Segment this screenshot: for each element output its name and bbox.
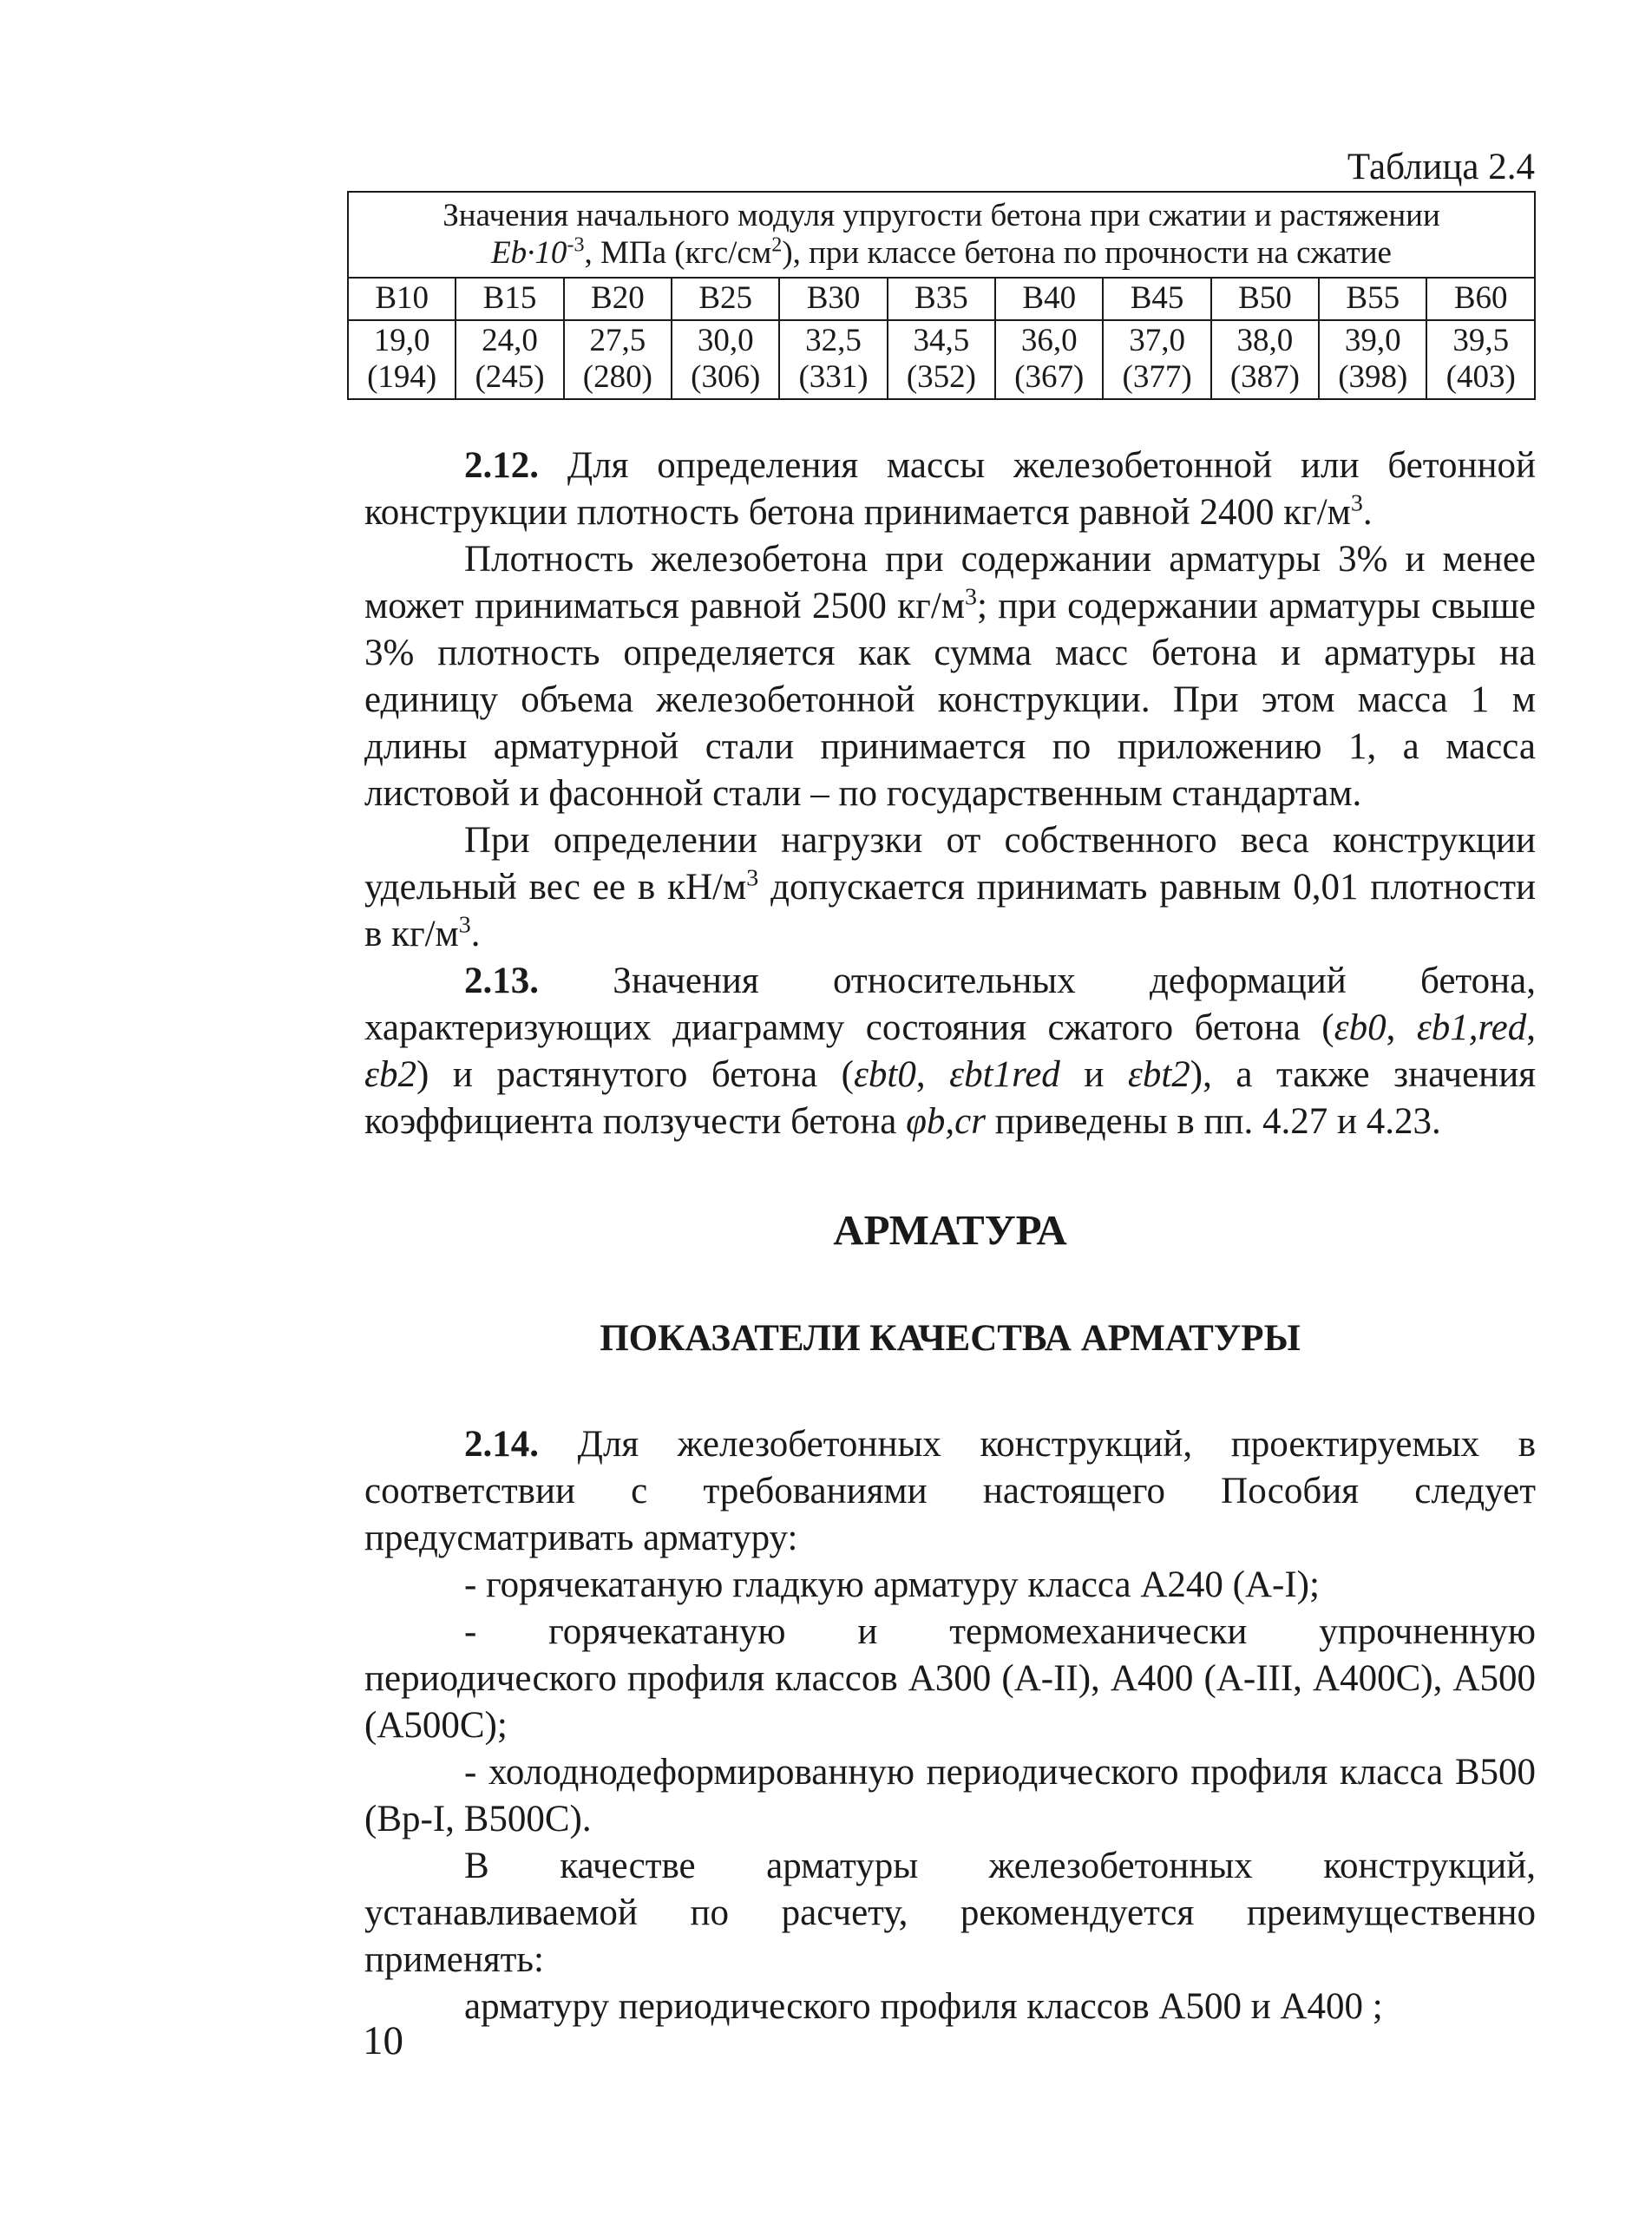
kgf-value: (403) [1446, 359, 1516, 396]
value-cell [564, 320, 672, 399]
class-cell: B50 [1211, 278, 1319, 320]
value-cell [1211, 320, 1319, 399]
value-cell [779, 320, 887, 399]
class-cell: B40 [995, 278, 1103, 320]
value-cell [456, 320, 563, 399]
text: . [1362, 492, 1373, 533]
paragraph-2-14 [364, 1421, 1536, 1562]
exp: -3 [567, 233, 585, 257]
symbol-phi-bcr: φb,cr [906, 1101, 986, 1142]
class-cell: B25 [672, 278, 779, 320]
value-cell [1426, 320, 1535, 399]
mpa-value: 30,0 [697, 322, 754, 358]
exp: 3 [964, 583, 977, 611]
value-cell [672, 320, 779, 399]
text: приведены в пп. 4.27 и 4.23. [985, 1101, 1441, 1142]
exp: 3 [1350, 489, 1363, 517]
clause-number: 2.12. [464, 445, 539, 486]
page-number: 10 [363, 2018, 403, 2063]
table-header-line1: Значения начального модуля упругости бетона при сжатии и растяжении [442, 198, 1440, 233]
concrete-modulus-table [347, 191, 1536, 400]
text: Для определения массы железобетонной или бетонной конструкции плотность бетона принимается равной 2400 кг/м [364, 445, 1537, 533]
kgf-value: (306) [691, 359, 761, 396]
symbol-eps-bt0: εbt0 [853, 1054, 916, 1095]
kgf-value: (387) [1229, 359, 1300, 396]
kgf-value: (331) [798, 359, 869, 396]
class-cell: B20 [564, 278, 672, 320]
text: Плотность железобетона при содержании арматуры 3% и менее может приниматься равной 2500 кг/м [364, 539, 1536, 626]
mpa-value: 34,5 [913, 322, 970, 358]
value-cell [1319, 320, 1426, 399]
paragraph-density [364, 536, 1536, 817]
text: и [1059, 1054, 1128, 1095]
table-caption: Таблица 2.4 [1347, 147, 1535, 187]
mpa-value: 32,5 [805, 322, 862, 358]
exp: 3 [746, 864, 759, 892]
kgf-value: (245) [475, 359, 545, 396]
mpa-value: 39,5 [1452, 322, 1510, 358]
kgf-value: (377) [1122, 359, 1192, 396]
value-cell [348, 320, 456, 399]
symbol-eps-b1red: εb1,red [1416, 1007, 1527, 1048]
kgf-value: (367) [1014, 359, 1085, 396]
table-header-line2 [357, 235, 1525, 272]
symbol-eps-b0: εb0 [1334, 1007, 1386, 1048]
value-cell [1103, 320, 1210, 399]
header-unit: , МПа (кгс/см [584, 234, 772, 271]
text: допускается принимать равным 0,01 плотности в кг/м [364, 867, 1537, 954]
paragraph-2-12 [364, 443, 1536, 536]
kgf-value: (280) [582, 359, 652, 396]
text: Значения относительных деформаций бетона, характеризующих диаграмму состояния сжатого бетона ( [364, 961, 1537, 1048]
mpa-value: 38,0 [1236, 322, 1294, 358]
mpa-value: 39,0 [1344, 322, 1401, 358]
paragraph-2-13: 2.13. Значения относительных деформаций бетона, характеризующих диаграмму состояния сжатого бетона (εb0, εb1,red, εb2) и растянутого бетона (εbt0, εbt1red и εbt2), а также значения коэффициента ползучести бетона φb,cr приведены в пп. 4.27 и 4.23. [364, 961, 1537, 1142]
text: ; при содержании арматуры свыше 3% плотность определяется как сумма масс бетона и арматуры на единицу объема железобетонной конструкции. При этом масса 1 м длины арматурной стали принимается по приложению 1, а масса листовой и фасонной стали – по государственным стандартам. [364, 586, 1536, 814]
class-cell: B30 [779, 278, 887, 320]
symbol-eps-bt2: εbt2 [1127, 1054, 1190, 1095]
class-cell: B45 [1103, 278, 1210, 320]
value-cell [995, 320, 1103, 399]
table-header [348, 192, 1535, 278]
classes-row [348, 278, 1535, 320]
text: . [470, 914, 481, 954]
list-item: - горячекатаную и термомеханически упрочненную периодического профиля классов А300 (А-II), А400 (А-III, А400С), А500 (А500С); [364, 1611, 1536, 1746]
mpa-value: 19,0 [373, 322, 430, 358]
value-cell [888, 320, 995, 399]
page-content [364, 443, 1536, 2030]
clause-number: 2.14. [464, 1424, 539, 1465]
mpa-value: 36,0 [1020, 322, 1078, 358]
symbol-eps-bt1red: εbt1red [949, 1054, 1060, 1095]
list-item: - горячекатаную гладкую арматуру класса А240 (А-I); [464, 1564, 1320, 1605]
exp: 3 [458, 911, 471, 939]
heading-reinforcement: АРМАТУРА [833, 1206, 1067, 1254]
paragraph-self-weight [364, 817, 1536, 958]
class-cell: B15 [456, 278, 563, 320]
eb-symbol: Eb·10 [491, 234, 567, 271]
clause-number: 2.13. [464, 961, 539, 1001]
class-cell: B10 [348, 278, 456, 320]
class-cell: B35 [888, 278, 995, 320]
kgf-value: (352) [906, 359, 976, 396]
text: При определении нагрузки от собственного веса конструкции удельный вес ее в кН/м [364, 820, 1536, 908]
mpa-value: 24,0 [482, 322, 538, 358]
class-cell: B60 [1426, 278, 1535, 320]
table-header-row [348, 192, 1535, 278]
mpa-value: 37,0 [1129, 322, 1185, 358]
mpa-value: 27,5 [589, 322, 646, 358]
values-row [348, 320, 1535, 399]
list-item: - холоднодеформированную периодического профиля класса В500 (Вр-I, В500С). [364, 1752, 1536, 1839]
text: ), а также значения коэффициента ползучести бетона [364, 1054, 1536, 1142]
paragraph-recommend: В качестве арматуры железобетонных конструкций, устанавливаемой по расчету, рекомендуется преимущественно применять: [364, 1846, 1536, 1980]
symbol-eps-b2: εb2 [364, 1054, 416, 1095]
exp: 2 [771, 233, 783, 257]
class-cell: B55 [1319, 278, 1426, 320]
kgf-value: (398) [1338, 359, 1408, 396]
kgf-value: (194) [367, 359, 437, 396]
heading-reinforcement-quality: ПОКАЗАТЕЛИ КАЧЕСТВА АРМАТУРЫ [600, 1318, 1301, 1359]
header-tail: ), при классе бетона по прочности на сжатие [782, 234, 1392, 271]
text: Для железобетонных конструкций, проектируемых в соответствии с требованиями настоящего Пособия следует предусматривать арматуру: [364, 1424, 1536, 1558]
paragraph-last: арматуру периодического профиля классов А500 и А400 ; [464, 1986, 1383, 2027]
text: ) и растянутого бетона ( [416, 1054, 854, 1095]
